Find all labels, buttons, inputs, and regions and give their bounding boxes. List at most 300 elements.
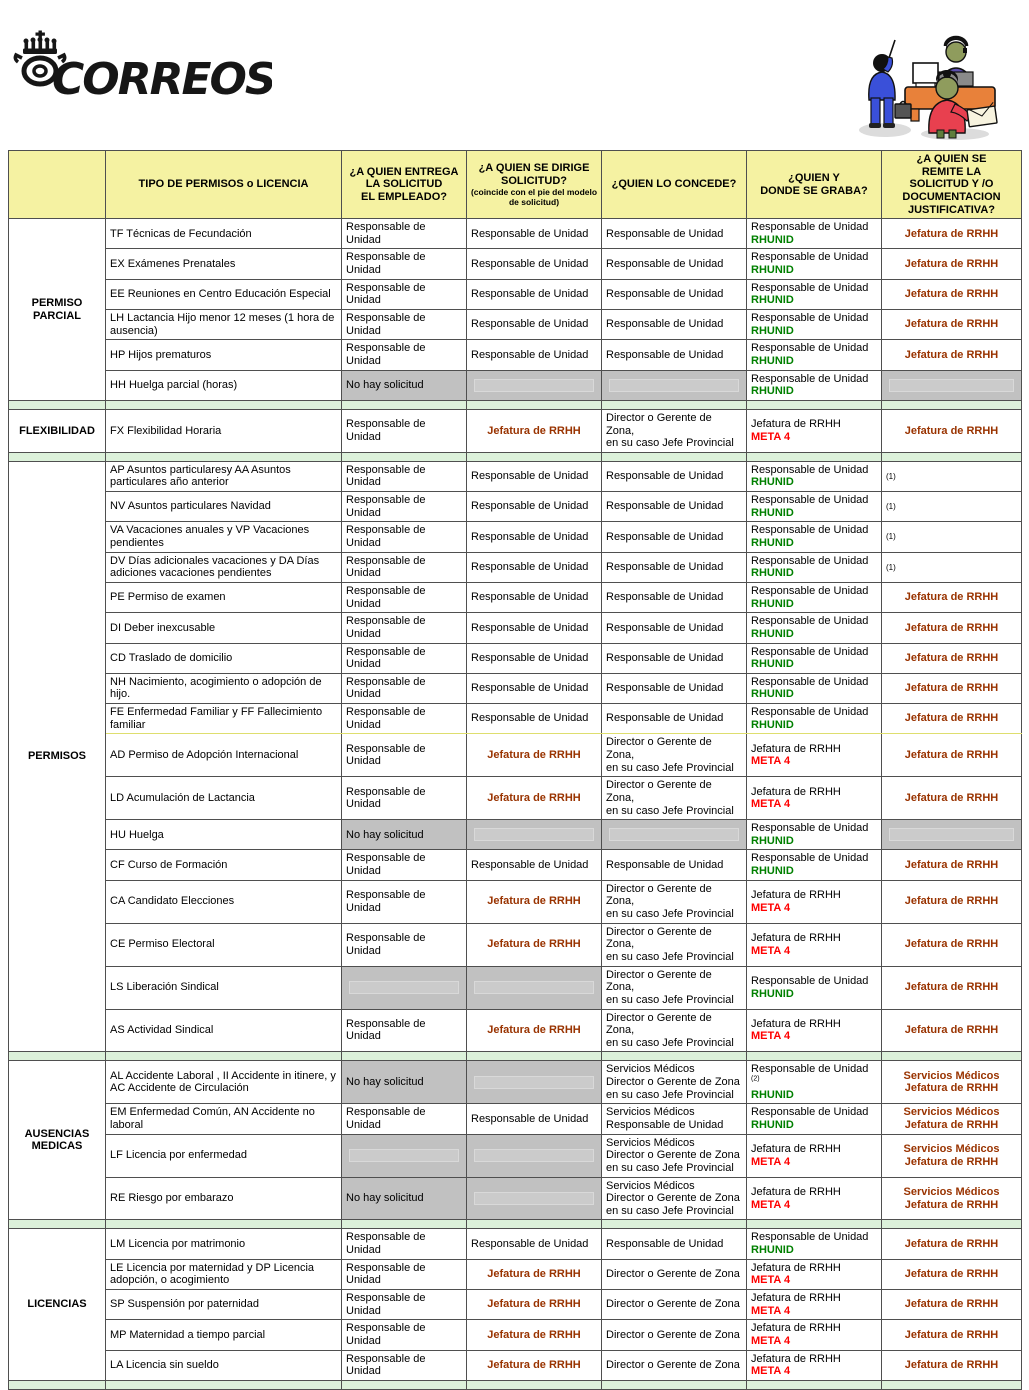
cell-line: RHUNID: [751, 506, 794, 519]
separator-cell: [882, 1220, 1022, 1229]
cell-line: Jefatura de RRHH: [904, 227, 999, 240]
table-row: [9, 1350, 1022, 1380]
data-cell: [882, 734, 1022, 777]
cell-line: Director o Gerente de Zona: [606, 1328, 740, 1341]
table-row: [9, 409, 1022, 452]
separator-cell: [106, 1220, 342, 1229]
table-row: [9, 370, 1022, 400]
correos-logo-graphic: [12, 30, 272, 110]
empty-field-band: [349, 981, 459, 994]
cell-line: No hay solicitud: [346, 1192, 424, 1205]
cell-line: Responsable de Unidad: [346, 645, 426, 671]
cell-line: Responsable de Unidad: [751, 494, 869, 507]
cell-line: Responsable de Unidad: [606, 530, 724, 543]
data-cell: [602, 923, 747, 966]
table-row: [9, 1009, 1022, 1052]
separator-cell: [602, 1052, 747, 1061]
cell-line: Jefatura de RRHH: [904, 981, 999, 994]
separator-cell: [106, 1052, 342, 1061]
empty-field-band: [474, 379, 594, 392]
column-header: [342, 151, 467, 219]
table-row: [9, 1259, 1022, 1289]
data-cell: [747, 370, 882, 400]
cell-line: Responsable de Unidad: [606, 257, 724, 270]
data-cell: [747, 1320, 882, 1350]
data-cell: [342, 1134, 467, 1177]
data-cell: [882, 310, 1022, 340]
data-cell: [342, 643, 467, 673]
cell-line: Jefatura de RRHH: [904, 1155, 999, 1168]
cell-line: RHUNID: [751, 264, 794, 277]
empty-field-band: [609, 379, 739, 392]
cell-line: en su caso Jefe Provincial: [606, 1088, 734, 1101]
cell-line: en su caso Jefe Provincial: [606, 993, 734, 1006]
data-cell: [467, 820, 602, 850]
cell-line: Responsable de Unidad: [751, 281, 869, 294]
cell-line: Jefatura de RRHH: [751, 1142, 841, 1155]
data-cell: [467, 249, 602, 279]
cell-line: RHUNID: [751, 1244, 794, 1257]
cell-line: META 4: [751, 755, 791, 768]
cell-line: RHUNID: [751, 1088, 794, 1101]
data-cell: [747, 1061, 882, 1104]
table-row: [9, 522, 1022, 552]
cell-line: Responsable de Unidad $^{(2)}$: [751, 1063, 869, 1083]
data-cell: [747, 880, 882, 923]
separator-cell: [882, 1380, 1022, 1389]
data-cell: [882, 1229, 1022, 1259]
permit-type-cell: CE Permiso Electoral: [106, 923, 342, 966]
data-cell: [602, 1290, 747, 1320]
table-row: [9, 310, 1022, 340]
data-cell: [467, 1104, 602, 1134]
column-header-line: DOCUMENTACION: [902, 190, 1001, 203]
separator-cell: [9, 452, 106, 461]
data-cell: [747, 249, 882, 279]
cell-line: Jefatura de RRHH: [904, 858, 999, 871]
data-cell: [747, 1290, 882, 1320]
cell-line: Jefatura de RRHH: [904, 712, 999, 725]
table-row: [9, 552, 1022, 582]
cell-line: RHUNID: [751, 537, 794, 550]
cell-line: RHUNID: [751, 324, 794, 337]
cell-line: Responsable de Unidad: [346, 1292, 426, 1317]
cell-line: Servicios Médicos: [606, 1179, 695, 1192]
section-label-line: FLEXIBILIDAD: [19, 424, 95, 437]
cell-line: Director o Gerente de Zona: [606, 1298, 740, 1311]
cell-line: Jefatura de RRHH: [904, 257, 999, 270]
section-label-line: PARCIAL: [32, 309, 82, 322]
table-row: [9, 219, 1022, 249]
cell-line: Jefatura de RRHH: [487, 791, 581, 804]
cell-line: en su caso Jefe Provincial: [606, 1204, 734, 1217]
cell-line: Jefatura de RRHH: [904, 1358, 999, 1371]
cell-line: Responsable de Unidad: [606, 318, 724, 331]
permit-type-cell: VA Vacaciones anuales y VP Vacaciones pendientes: [106, 522, 342, 552]
separator-cell: [342, 1052, 467, 1061]
table-row: [9, 1104, 1022, 1134]
crown-icon: [24, 31, 57, 54]
cell-line: Jefatura de RRHH: [751, 1322, 841, 1335]
cell-line: Responsable de Unidad: [346, 221, 426, 246]
data-cell: [602, 1350, 747, 1380]
data-cell: [342, 880, 467, 923]
data-cell: [467, 461, 602, 491]
data-cell: [882, 522, 1022, 552]
cell-line: (1): [886, 532, 896, 542]
section-label: [9, 409, 106, 452]
data-cell: [467, 850, 602, 880]
cell-line: Responsable de Unidad: [346, 1106, 426, 1131]
data-cell: [342, 704, 467, 734]
data-cell: [882, 370, 1022, 400]
data-cell: [747, 279, 882, 309]
cell-line: Jefatura de RRHH: [904, 791, 999, 804]
separator-cell: [9, 1380, 106, 1389]
data-cell: [882, 340, 1022, 370]
data-cell: [747, 1104, 882, 1134]
data-cell: [882, 820, 1022, 850]
cell-line: META 4: [751, 1304, 791, 1317]
cell-line: RHUNID: [751, 627, 794, 640]
data-cell: [602, 461, 747, 491]
data-cell: [342, 1350, 467, 1380]
table-row: [9, 1320, 1022, 1350]
cell-line: Responsable de Unidad: [346, 1322, 426, 1347]
permit-type-cell: LE Licencia por maternidad y DP Licencia adopción, o acogimiento: [106, 1259, 342, 1289]
cell-line: Jefatura de RRHH: [487, 1328, 581, 1341]
data-cell: [882, 1259, 1022, 1289]
cell-line: Jefatura de RRHH: [904, 288, 999, 301]
permit-type-cell: AP Asuntos particularesy AA Asuntos particulares año anterior: [106, 461, 342, 491]
data-cell: [342, 613, 467, 643]
permit-type-cell: NV Asuntos particulares Navidad: [106, 492, 342, 522]
data-cell: [882, 1177, 1022, 1220]
cell-line: Responsable de Unidad: [471, 682, 589, 695]
cell-line: Responsable de Unidad: [751, 974, 869, 987]
cell-line: META 4: [751, 1155, 791, 1168]
cell-line: Director o Gerente de Zona,: [606, 736, 712, 761]
column-header-line: EL EMPLEADO?: [361, 190, 447, 203]
cell-line: Jefatura de RRHH: [904, 591, 999, 604]
data-cell: [342, 310, 467, 340]
cell-line: META 4: [751, 430, 791, 443]
cell-line: Director o Gerente de Zona: [606, 1076, 740, 1089]
header-row: [9, 151, 1022, 219]
table-row: [9, 923, 1022, 966]
data-cell: [602, 820, 747, 850]
cell-line: Director o Gerente de Zona,: [606, 925, 712, 951]
column-header: [106, 151, 342, 219]
permit-type-cell: PE Permiso de examen: [106, 582, 342, 612]
data-cell: [882, 673, 1022, 703]
data-cell: [747, 923, 882, 966]
cell-line: RHUNID: [751, 354, 794, 367]
data-cell: [467, 279, 602, 309]
cell-line: Responsable de Unidad: [471, 651, 589, 664]
cell-line: RHUNID: [751, 476, 794, 489]
table-row: [9, 1290, 1022, 1320]
data-cell: [602, 370, 747, 400]
cell-line: META 4: [751, 1334, 791, 1347]
empty-field-band: [474, 981, 594, 994]
separator-cell: [882, 1052, 1022, 1061]
data-cell: [602, 492, 747, 522]
separator-cell: [106, 1380, 342, 1389]
data-cell: [602, 880, 747, 923]
data-cell: [882, 613, 1022, 643]
data-cell: [882, 643, 1022, 673]
data-cell: [467, 704, 602, 734]
table-row: [9, 880, 1022, 923]
cell-line: Responsable de Unidad: [346, 524, 426, 550]
separator-cell: [342, 400, 467, 409]
permit-type-cell: CD Traslado de domicilio: [106, 643, 342, 673]
cell-line: Jefatura de RRHH: [751, 931, 841, 944]
office-clipart-illustration: [855, 30, 1015, 140]
cell-line: RHUNID: [751, 567, 794, 580]
separator-cell: [467, 1380, 602, 1389]
data-cell: [467, 370, 602, 400]
data-cell: [467, 1061, 602, 1104]
cell-line: (1): [886, 502, 896, 512]
separator-cell: [747, 400, 882, 409]
cell-line: Responsable de Unidad: [606, 348, 724, 361]
section-label-line: MEDICAS: [31, 1140, 83, 1153]
data-cell: [467, 552, 602, 582]
separator-cell: [9, 1220, 106, 1229]
table-row: [9, 582, 1022, 612]
cell-line: Jefatura de RRHH: [904, 621, 999, 634]
cell-line: RHUNID: [751, 987, 794, 1000]
data-cell: [747, 582, 882, 612]
data-cell: [342, 777, 467, 820]
separator-cell: [602, 400, 747, 409]
data-cell: [602, 279, 747, 309]
cell-line: Jefatura de RRHH: [487, 1358, 581, 1371]
cell-line: Responsable de Unidad: [471, 591, 589, 604]
data-cell: [602, 704, 747, 734]
data-cell: [342, 409, 467, 452]
data-cell: [882, 923, 1022, 966]
cell-line: Responsable de Unidad: [606, 500, 724, 513]
data-cell: [467, 1009, 602, 1052]
cell-line: Responsable de Unidad: [751, 312, 869, 325]
cell-line: Responsable de Unidad: [471, 500, 589, 513]
empty-field-band: [474, 828, 594, 841]
empty-field-band: [609, 828, 739, 841]
cell-line: Jefatura de RRHH: [904, 1237, 999, 1250]
cell-line: META 4: [751, 901, 791, 914]
cell-line: Jefatura de RRHH: [751, 1261, 841, 1274]
cell-line: Responsable de Unidad: [751, 1106, 869, 1119]
cell-line: Servicios Médicos: [903, 1106, 1000, 1119]
office-clipart-svg: [855, 30, 1015, 140]
empty-field-band: [349, 1149, 459, 1162]
cell-line: Jefatura de RRHH: [487, 1024, 581, 1037]
cell-line: Jefatura de RRHH: [751, 1185, 841, 1198]
data-cell: [467, 923, 602, 966]
permits-table: [8, 150, 1022, 1390]
data-cell: [882, 1320, 1022, 1350]
column-header: [747, 151, 882, 219]
cell-line: Jefatura de RRHH: [487, 938, 581, 951]
data-cell: [342, 461, 467, 491]
column-header-note: (coincide con el pie del modelo de solicitud): [470, 187, 598, 207]
table-row: [9, 777, 1022, 820]
cell-line: No hay solicitud: [346, 1076, 424, 1089]
data-cell: [602, 1009, 747, 1052]
table-row: [9, 249, 1022, 279]
empty-field-band: [474, 1149, 594, 1162]
data-cell: [602, 613, 747, 643]
data-cell: [747, 820, 882, 850]
cell-line: Responsable de Unidad: [346, 1352, 426, 1378]
cell-line: RHUNID: [751, 385, 794, 398]
column-header-line: ¿A QUIEN SE DIRIGE: [478, 162, 590, 175]
data-cell: [467, 1259, 602, 1289]
table-row: [9, 1229, 1022, 1259]
cell-line: Director o Gerente de Zona: [606, 1192, 740, 1205]
section-label-line: PERMISO: [31, 296, 83, 309]
cell-line: Jefatura de RRHH: [487, 424, 581, 437]
permit-type-cell: DV Días adicionales vacaciones y DA Días adiciones vacaciones pendientes: [106, 552, 342, 582]
cell-line: Responsable de Unidad: [471, 712, 589, 725]
data-cell: [342, 340, 467, 370]
permit-type-cell: LH Lactancia Hijo menor 12 meses (1 hora de ausencia): [106, 310, 342, 340]
column-header-line: ¿QUIEN LO CONCEDE?: [611, 178, 737, 191]
data-cell: [467, 673, 602, 703]
correos-logo: [12, 30, 272, 110]
data-cell: [342, 1177, 467, 1220]
data-cell: [602, 310, 747, 340]
separator-cell: [747, 1220, 882, 1229]
data-cell: [602, 850, 747, 880]
cell-line: Responsable de Unidad: [751, 706, 869, 719]
data-cell: [602, 1104, 747, 1134]
cell-line: Jefatura de RRHH: [904, 651, 999, 664]
cell-line: META 4: [751, 1030, 791, 1043]
data-cell: [467, 582, 602, 612]
separator-cell: [602, 1380, 747, 1389]
cell-line: Director o Gerente de Zona: [606, 1149, 740, 1162]
cell-line: Responsable de Unidad: [471, 288, 589, 301]
data-cell: [342, 1009, 467, 1052]
data-cell: [467, 1229, 602, 1259]
data-cell: [882, 1009, 1022, 1052]
data-cell: [882, 850, 1022, 880]
data-cell: [342, 1259, 467, 1289]
computer-monitor: [913, 63, 938, 87]
cell-line: META 4: [751, 1198, 791, 1211]
permit-type-cell: AL Accidente Laboral , II Accidente in itinere, y AC Accidente de Circulación: [106, 1061, 342, 1104]
data-cell: [882, 1350, 1022, 1380]
data-cell: [467, 219, 602, 249]
cell-line: Responsable de Unidad: [751, 251, 869, 264]
section-separator: [9, 1220, 1022, 1229]
separator-cell: [342, 1220, 467, 1229]
cell-line: Jefatura de RRHH: [751, 1292, 841, 1305]
table-row: [9, 850, 1022, 880]
data-cell: [882, 582, 1022, 612]
data-cell: [342, 552, 467, 582]
section-label: [9, 1061, 106, 1220]
data-cell: [342, 1290, 467, 1320]
data-cell: [747, 522, 882, 552]
data-cell: [882, 552, 1022, 582]
data-cell: [747, 734, 882, 777]
section-label: [9, 461, 106, 1052]
cell-line: Responsable de Unidad: [346, 675, 426, 701]
table-row: [9, 966, 1022, 1009]
section-separator: [9, 400, 1022, 409]
cell-line: Responsable de Unidad: [606, 1237, 724, 1250]
cell-line: Responsable de Unidad: [471, 257, 589, 270]
data-cell: [467, 613, 602, 643]
data-cell: [747, 219, 882, 249]
cell-line: Responsable de Unidad: [471, 348, 589, 361]
cell-line: RHUNID: [751, 865, 794, 878]
column-header-line: REMITE LA: [921, 165, 982, 178]
data-cell: [467, 310, 602, 340]
cell-line: Responsable de Unidad: [346, 931, 426, 957]
cell-line: Director o Gerente de Zona,: [606, 882, 712, 908]
cell-line: Responsable de Unidad: [751, 822, 869, 835]
cell-line: META 4: [751, 1274, 791, 1287]
data-cell: [602, 582, 747, 612]
data-cell: [882, 1061, 1022, 1104]
permit-type-cell: LD Acumulación de Lactancia: [106, 777, 342, 820]
data-cell: [467, 409, 602, 452]
cell-line: META 4: [751, 798, 791, 811]
table-row: [9, 734, 1022, 777]
cell-line: Responsable de Unidad: [751, 584, 869, 597]
data-cell: [342, 370, 467, 400]
cell-line: Responsable de Unidad: [346, 889, 426, 914]
data-cell: [602, 1061, 747, 1104]
data-cell: [747, 492, 882, 522]
cell-line: Director o Gerente de Zona,: [606, 411, 712, 437]
separator-cell: [747, 452, 882, 461]
cell-line: Responsable de Unidad: [471, 560, 589, 573]
column-header-line: ¿QUIEN Y: [788, 171, 840, 184]
data-cell: [747, 1229, 882, 1259]
cell-line: Responsable de Unidad: [346, 418, 426, 443]
section-label: [9, 1229, 106, 1380]
cell-line: Director o Gerente de Zona: [606, 1268, 740, 1281]
cell-line: Servicios Médicos: [903, 1142, 1000, 1155]
table-row: [9, 820, 1022, 850]
cell-line: Responsable de Unidad: [751, 342, 869, 355]
data-cell: [602, 249, 747, 279]
data-cell: [467, 777, 602, 820]
cell-line: Responsable de Unidad: [346, 1231, 426, 1257]
column-header: [467, 151, 602, 219]
cell-line: (1): [886, 471, 896, 481]
table-row: [9, 279, 1022, 309]
data-cell: [342, 249, 467, 279]
section-label-line: AUSENCIAS: [24, 1127, 90, 1140]
data-cell: [602, 340, 747, 370]
data-cell: [467, 1350, 602, 1380]
permit-type-cell: HP Hijos prematuros: [106, 340, 342, 370]
data-cell: [342, 966, 467, 1009]
data-cell: [882, 777, 1022, 820]
permit-type-cell: AD Permiso de Adopción Internacional: [106, 734, 342, 777]
permit-type-cell: FE Enfermedad Familiar y FF Fallecimiento familiar: [106, 704, 342, 734]
data-cell: [602, 1259, 747, 1289]
data-cell: [342, 1061, 467, 1104]
